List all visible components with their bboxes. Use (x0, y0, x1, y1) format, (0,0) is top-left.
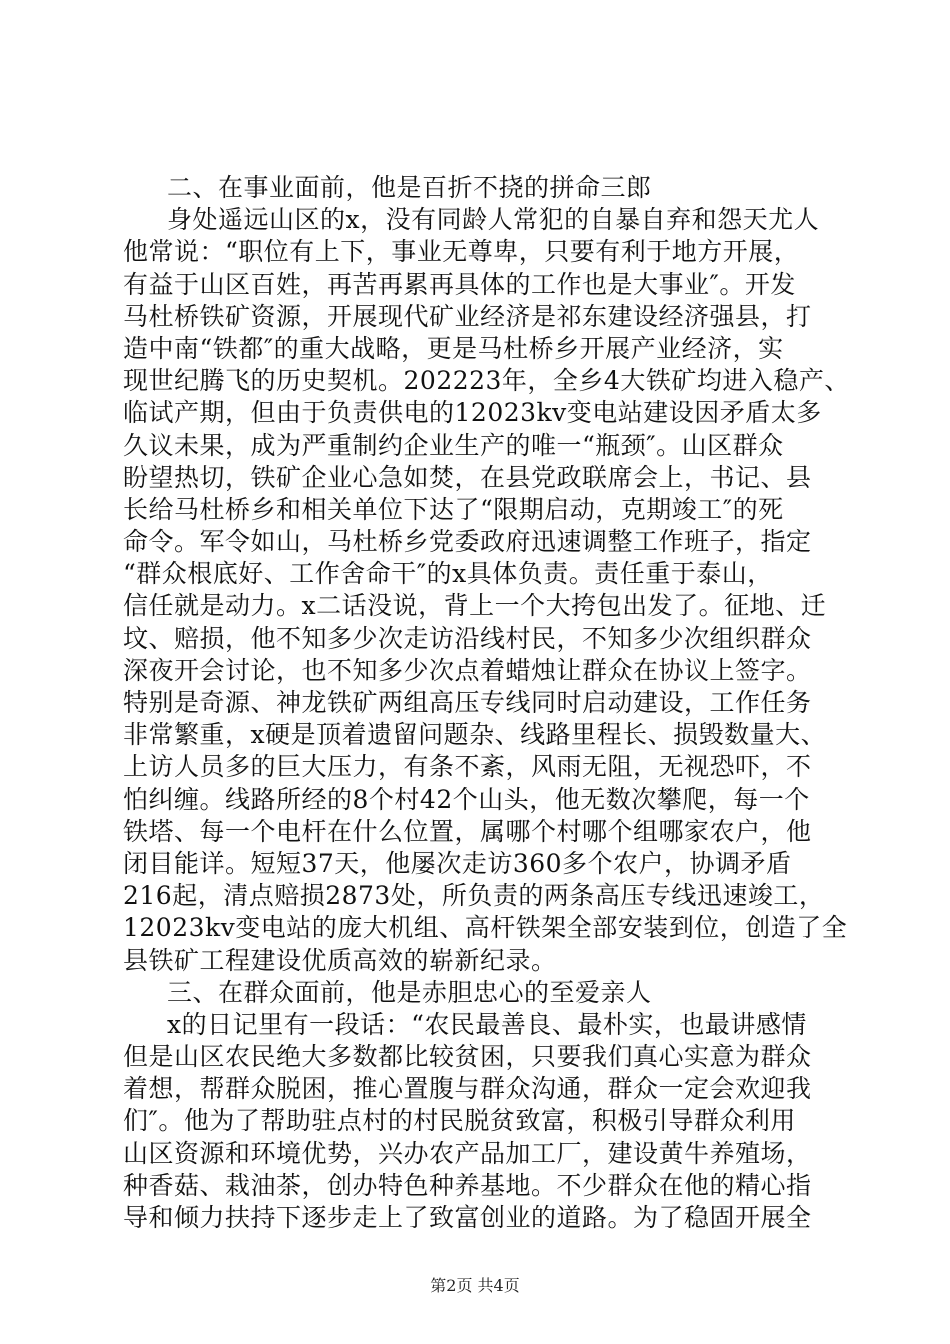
paragraph-line: 深夜开会讨论，也不知多少次点着蜡烛让群众在协议上签字。 (123, 655, 812, 685)
body-text (123, 172, 850, 1234)
paragraph-line: 12023kv变电站的庞大机组、高杆铁架全部安装到位，创造了全 (123, 913, 848, 943)
paragraph-line: 们″。他为了帮助驻点村的村民脱贫致富，积极引导群众利用 (123, 1106, 796, 1136)
paragraph-line: 盼望热切，铁矿企业心急如焚，在县党政联席会上，书记、县 (123, 462, 812, 492)
paragraph-line: 临试产期，但由于负责供电的12023kv变电站建设因矛盾太多 (123, 398, 822, 428)
paragraph-line: 上访人员多的巨大压力，有条不紊，风雨无阻，无视恐吓，不 (123, 752, 812, 782)
paragraph-line: 特别是奇源、神龙铁矿两组高压专线同时启动建设，工作任务 (123, 688, 812, 717)
paragraph-line: “群众根底好、工作舍命干″的x具体负责。责任重于泰山， (123, 559, 773, 589)
paragraph-line: 着想，帮群众脱困，推心置腹与群众沟通，群众一定会欢迎我 (123, 1074, 812, 1104)
paragraph-line: 县铁矿工程建设优质高效的崭新纪录。 (123, 945, 557, 975)
paragraph-line: 现世纪腾飞的历史契机。202223年，全乡4大铁矿均进入稳产、 (123, 366, 850, 396)
paragraph-line: 但是山区农民绝大多数都比较贫困，只要我们真心实意为群众 (123, 1042, 812, 1072)
paragraph-line: 久议未果，成为严重制约企业生产的唯一“瓶颈″。山区群众 (123, 430, 784, 460)
paragraph-line: 身处遥远山区的x，没有同龄人常犯的自暴自弃和怨天尤人 (167, 205, 820, 235)
section-heading-2: 二、在事业面前，他是百折不挠的拼命三郎 (167, 173, 652, 202)
paragraph-line: 216起，清点赔损2873处，所负责的两条高压专线迅速竣工， (123, 881, 825, 911)
paragraph-line: x的日记里有一段话：“农民最善良、最朴实，也最讲感情 (167, 1009, 807, 1039)
paragraph-line: 有益于山区百姓，再苦再累再具体的工作也是大事业″。开发 (123, 269, 796, 299)
paragraph-line: 怕纠缠。线路所经的8个村42个山头，他无数次攀爬，每一个 (123, 784, 810, 814)
paragraph-line: 马杜桥铁矿资源，开展现代矿业经济是祁东建设经济强县，打 (123, 301, 812, 331)
paragraph-line: 导和倾力扶持下逐步走上了致富创业的道路。为了稳固开展全 (123, 1203, 812, 1232)
paragraph-line: 铁塔、每一个电杆在什么位置，属哪个村哪个组哪家农户，他 (123, 816, 812, 846)
paragraph-line: 种香菇、栽油茶，创办特色种养基地。不少群众在他的精心指 (123, 1170, 812, 1200)
paragraph-line: 造中南“铁都″的重大战略，更是马杜桥乡开展产业经济，实 (123, 333, 784, 363)
paragraph-line: 他常说：“职位有上下，事业无尊卑，只要有利于地方开展， (123, 237, 800, 267)
paragraph-line: 信任就是动力。x二话没说，背上一个大挎包出发了。征地、迁 (123, 591, 827, 621)
paragraph-line: 坟、赔损，他不知多少次走访沿线村民，不知多少次组织群众 (123, 623, 812, 653)
paragraph-line: 闭目能详。短短37天，他屡次走访360多个农户，协调矛盾 (123, 848, 792, 878)
page-number-footer: 第2页 共4页 (430, 1276, 520, 1295)
section-heading-3: 三、在群众面前，他是赤胆忠心的至爱亲人 (167, 977, 652, 1007)
paragraph-line: 命令。军令如山，马杜桥乡党委政府迅速调整工作班子，指定 (123, 527, 812, 557)
paragraph-line: 山区资源和环境优势，兴办农产品加工厂，建设黄牛养殖场， (123, 1138, 812, 1168)
paragraph-line: 非常繁重，x硬是顶着遗留问题杂、线路里程长、损毁数量大、 (123, 720, 827, 750)
paragraph-line: 长给马杜桥乡和相关单位下达了“限期启动，克期竣工″的死 (123, 494, 784, 524)
